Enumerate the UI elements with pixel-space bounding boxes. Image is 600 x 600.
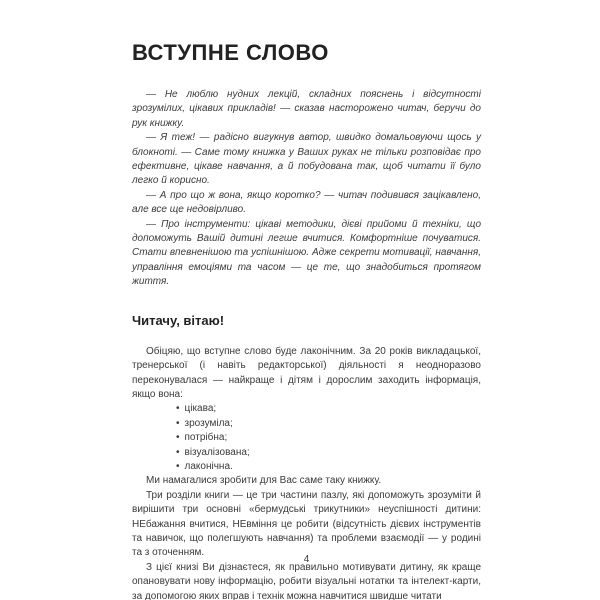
body-paragraph-puzzle: Три розділи книги — це три частини пазлу, які допоможуть зрозуміти й вирішити три основні «бермудські трикутники» неуспішності дитини: НЕбажання вчитися, НЕвміння це робити (відсутність дієвих інструментів та навичок, що полегшують навчання) та проблеми взаємодії — у родині та з оточенням.	[132, 489, 481, 559]
body-paragraph-intro: Обіцяю, що вступне слово буде лаконічним. За 20 років викладацької, тренерської (і навіть редакторської) діяльності я неодноразово переконувалася — найкраще і дітям і дорослим заходить інформація, якщо вона:	[132, 345, 481, 400]
bullet-item: • візуалізована;	[176, 446, 481, 460]
text-block	[132, 40, 481, 600]
section-heading: Читачу, вітаю!	[132, 312, 225, 328]
bullet-list	[132, 402, 481, 474]
dialogue-paragraph: — Про інструменти: цікаві методики, дієві прийоми й техніки, що допоможуть Вашій дитині легше вчитися. Комфортніше почуватися. Стати впевненішою та успішнішою. Адже секрети мотивації, навчання, управління емоціями та часом — це те, що знадобиться протягом життя.	[132, 218, 481, 288]
dialogue-paragraph: — А про що ж вона, якщо коротко? — читач подивився зацікавлено, але все ще недовірливо.	[132, 189, 481, 216]
dialogue-paragraph: — Не люблю нудних лекцій, складних пояснень і відсутності зрозумілих, цікавих прикладів! — сказав насторожено читач, беручи до рук книжку.	[132, 89, 481, 129]
bullet-item: • цікава;	[176, 402, 481, 416]
dialogue-section	[132, 88, 481, 290]
bullet-item: • зрозуміла;	[176, 417, 481, 431]
bullet-item: • потрібна;	[176, 431, 481, 445]
chapter-title: ВСТУПНЕ СЛОВО	[132, 40, 329, 65]
page-number: 4	[303, 554, 310, 565]
bullet-item: • лаконічна.	[176, 460, 481, 474]
body-paragraph-learn: З цієї книзі Ви дізнаєтеся, як правильно мотивувати дитину, як краще опановувати нову інформацію, робити візуальні нотатки та інтелект-карти, за допомогою яких вправ і технік можна навчитися швидше читати	[132, 561, 481, 600]
body-paragraph-try: Ми намагалися зробити для Вас саме таку книжку.	[146, 475, 382, 487]
dialogue-paragraph: — Я теж! — радісно вигукнув автор, швидко домальовуючи щось у блокноті. — Саме тому книжка у Ваших руках не тільки розповідає про ефективне, цікаве навчання, а й побудована так, щоб читати її було легко й корисно.	[132, 132, 481, 187]
